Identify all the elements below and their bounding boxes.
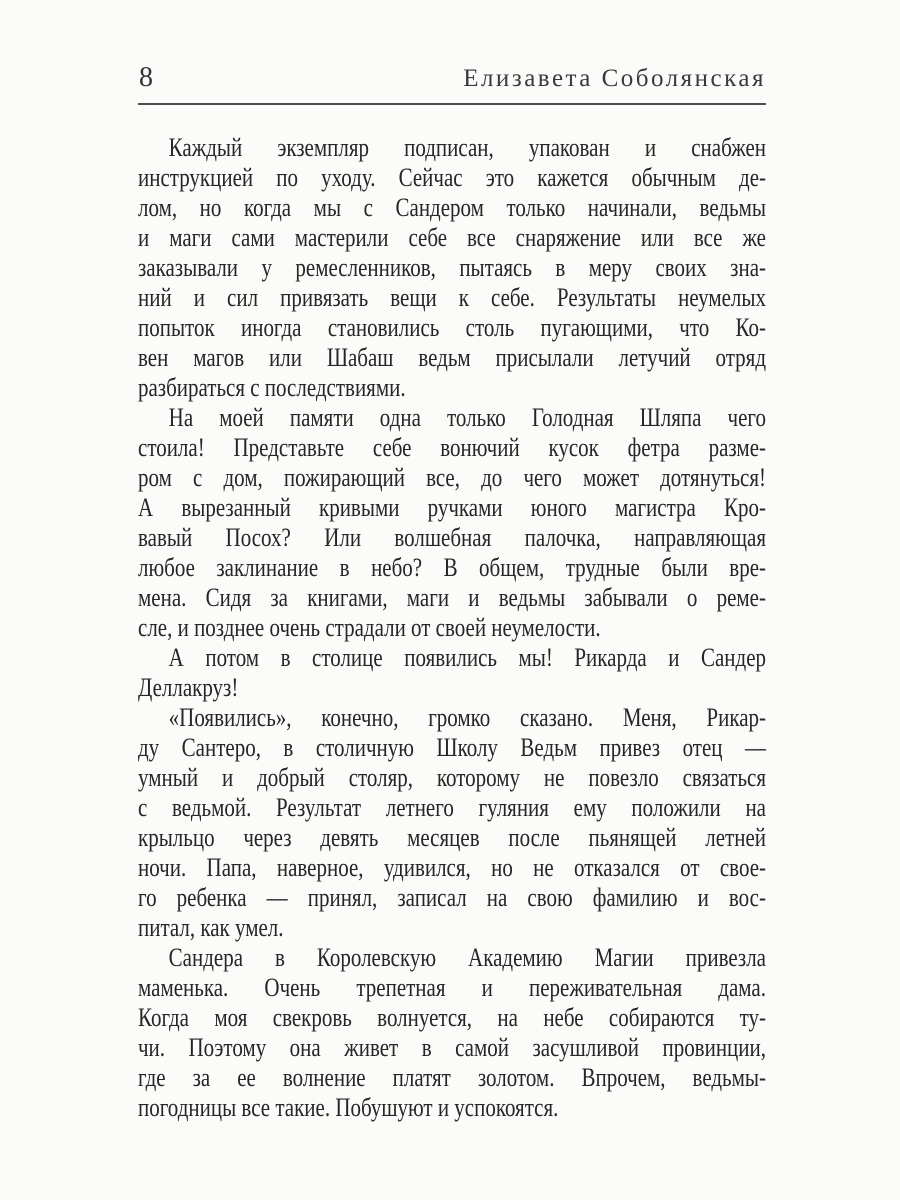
text-block-outer <box>138 133 766 1123</box>
text-line: А потом в столице появились мы! Рикарда и Сандер <box>168 643 767 672</box>
text-line: заказывали у ремесленников, пытаясь в меру своих зна- <box>138 253 767 282</box>
text-line: Когда моя свекровь волнуется, на небе собираются ту- <box>138 1003 767 1032</box>
text-line: ду Сантеро, в столичную Школу Ведьм привез отец — <box>138 733 767 762</box>
text-line: На моей памяти одна только Голодная Шляпа чего <box>168 403 767 432</box>
text-line: мена. Сидя за книгами, маги и ведьмы забывали о реме- <box>138 583 767 612</box>
text-line: ний и сил привязать вещи к себе. Результаты неумелых <box>138 283 767 312</box>
text-line: го ребенка — принял, записал на свою фамилию и вос- <box>138 883 767 912</box>
text-line: чи. Поэтому она живет в самой засушливой провинции, <box>138 1033 767 1062</box>
paragraph <box>138 643 766 703</box>
text-line: умный и добрый столяр, которому не повезло связаться <box>138 763 767 792</box>
text-line: с ведьмой. Результат летнего гуляния ему положили на <box>138 793 767 822</box>
paragraph <box>138 133 766 403</box>
text-line: «Появились», конечно, громко сказано. Меня, Рикар- <box>168 703 767 732</box>
paragraph <box>138 943 766 1123</box>
text-line: вен магов или Шабаш ведьм присылали летучий отряд <box>138 343 767 372</box>
page-number: 8 <box>139 62 153 93</box>
text-block <box>138 133 766 1123</box>
text-line: где за ее волнение платят золотом. Впрочем, ведьмы- <box>138 1063 767 1092</box>
text-line: Деллакруз! <box>138 673 239 702</box>
text-line: и маги сами мастерили себе все снаряжение или все же <box>138 223 767 252</box>
paragraph <box>138 703 766 943</box>
text-line: крыльцо через девять месяцев после пьянящей летней <box>138 823 767 852</box>
text-line: лом, но когда мы с Сандером только начинали, ведьмы <box>138 193 767 222</box>
text-line: инструкцией по уходу. Сейчас это кажется обычным де- <box>138 163 767 192</box>
text-line: Сандера в Королевскую Академию Магии привезла <box>168 943 767 972</box>
text-line: погодницы все такие. Побушуют и успокоятся. <box>138 1093 559 1122</box>
text-line: стоила! Представьте себе вонючий кусок фетра разме- <box>138 433 767 462</box>
text-line: любое заклинание в небо? В общем, трудные были вре- <box>138 553 767 582</box>
text-line: сле, и позднее очень страдали от своей неумелости. <box>138 613 601 642</box>
text-line: разбираться с последствиями. <box>138 373 406 402</box>
running-head-author: Елизавета Соболянская <box>463 65 766 92</box>
text-line: ночи. Папа, наверное, удивился, но не отказался от свое- <box>138 853 767 882</box>
header-rule <box>138 103 766 105</box>
text-line: ром с дом, пожирающий все, до чего может дотянуться! <box>138 463 767 492</box>
text-line: попыток иногда становились столь пугающими, что Ко- <box>138 313 767 342</box>
text-line: питал, как умел. <box>138 913 284 942</box>
text-line: маменька. Очень трепетная и переживательная дама. <box>138 973 767 1002</box>
paragraph <box>138 403 766 643</box>
text-line: вавый Посох? Или волшебная палочка, направляющая <box>138 523 767 552</box>
text-line: Каждый экземпляр подписан, упакован и снабжен <box>168 133 767 162</box>
text-line: А вырезанный кривыми ручками юного магистра Кро- <box>138 493 767 522</box>
